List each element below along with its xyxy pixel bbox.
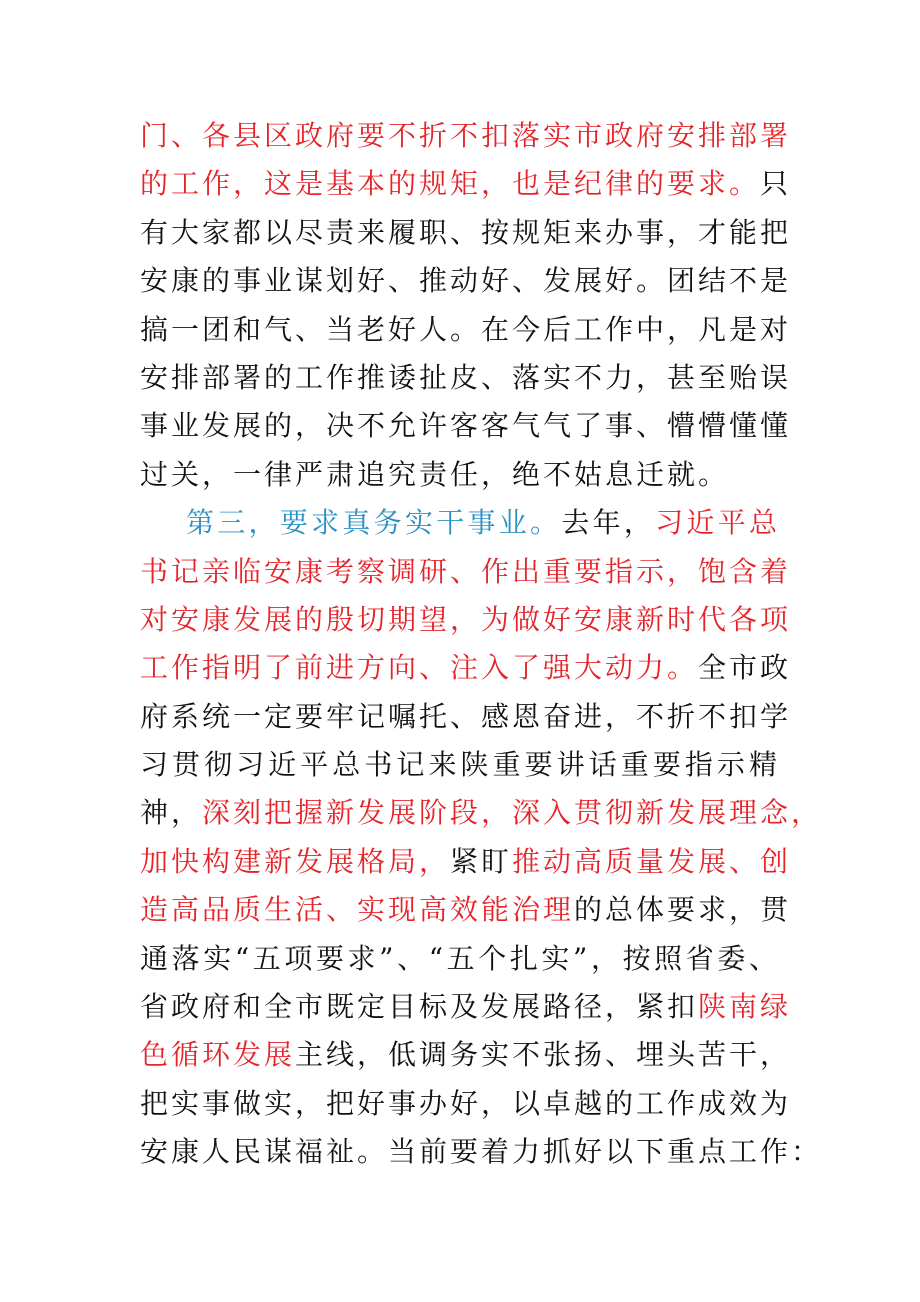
p2-line-1-black: 去年，	[561, 506, 656, 540]
p1-line-2-black: 只	[760, 167, 792, 201]
p2-line-12	[140, 1031, 792, 1079]
p2-line-9	[140, 886, 792, 934]
p2-line-4-red: 工作指明了前进方向、注入了强大动力。	[140, 651, 699, 685]
p2-line-8-red-b: 推动高质量发展、创	[512, 844, 792, 878]
p1-line-2-red: 的工作，这是基本的规矩，也是纪律的要求。	[140, 167, 761, 201]
p2-line-4	[140, 644, 792, 692]
p2-line-9-black: 的总体要求，贯	[574, 893, 792, 927]
p2-line-13: 把实事做实，把好事办好，以卓越的工作成效为	[140, 1086, 792, 1120]
section-heading: 第三，要求真务实干事业。	[186, 506, 562, 540]
p2-line-1	[140, 499, 780, 547]
p2-line-4-black: 全市政	[698, 651, 792, 685]
p1-line-6: 安排部署的工作推诿扯皮、落实不力，甚至贻误	[140, 360, 792, 394]
p1-line-5: 搞一团和气、当老好人。在今后工作中，凡是对	[140, 312, 792, 346]
p2-line-6: 习贯彻习近平总书记来陕重要讲话重要指示精	[140, 748, 780, 782]
p2-line-8-red-a: 加快构建新发展格局，	[140, 844, 451, 878]
p2-line-10: 通落实“五项要求”、“五个扎实”，按照省委、	[140, 941, 780, 975]
p2-line-14: 安康人民谋福祉。当前要着力抓好以下重点工作：	[140, 1135, 823, 1169]
p2-line-11-black: 省政府和全市既定目标及发展路径，紧扣	[140, 990, 699, 1024]
p2-line-7-red: 深刻把握新发展阶段，深入贯彻新发展理念，	[202, 796, 823, 830]
p2-line-7	[140, 789, 823, 837]
p1-line-1: 门、各县区政府要不折不扣落实市政府安排部署	[140, 119, 792, 152]
p2-line-8-black: 紧盯	[450, 844, 513, 878]
p2-line-7-black: 神，	[140, 796, 203, 830]
p2-line-1-red: 习近平总	[655, 506, 780, 540]
p2-line-12-red: 色循环发展	[140, 1038, 296, 1072]
p2-line-12-black: 主线，低调务实不张扬、埋头苦干，	[295, 1038, 792, 1072]
p2-line-3: 对安康发展的殷切期望，为做好安康新时代各项	[140, 602, 792, 636]
p2-line-11	[140, 983, 792, 1031]
p1-line-3: 有大家都以尽责来履职、按规矩来办事，才能把	[140, 215, 792, 249]
p1-line-4: 安康的事业谋划好、推动好、发展好。团结不是	[140, 264, 792, 298]
p1-line-8: 过关，一律严肃追究责任，绝不姑息迁就。	[140, 457, 730, 491]
p2-line-11-red: 陕南绿	[698, 990, 792, 1024]
p2-line-8	[140, 838, 792, 886]
p1-line-2	[140, 160, 792, 208]
p2-line-5: 府系统一定要牢记嘱托、感恩奋进，不折不扣学	[140, 699, 792, 733]
p1-line-7: 事业发展的，决不允许客客气气了事、懵懵懂懂	[140, 409, 792, 443]
p2-line-2: 书记亲临安康考察调研、作出重要指示，饱含着	[140, 554, 792, 588]
document-body	[140, 112, 823, 1177]
p2-line-9-red: 造高品质生活、实现高效能治理	[140, 893, 575, 927]
